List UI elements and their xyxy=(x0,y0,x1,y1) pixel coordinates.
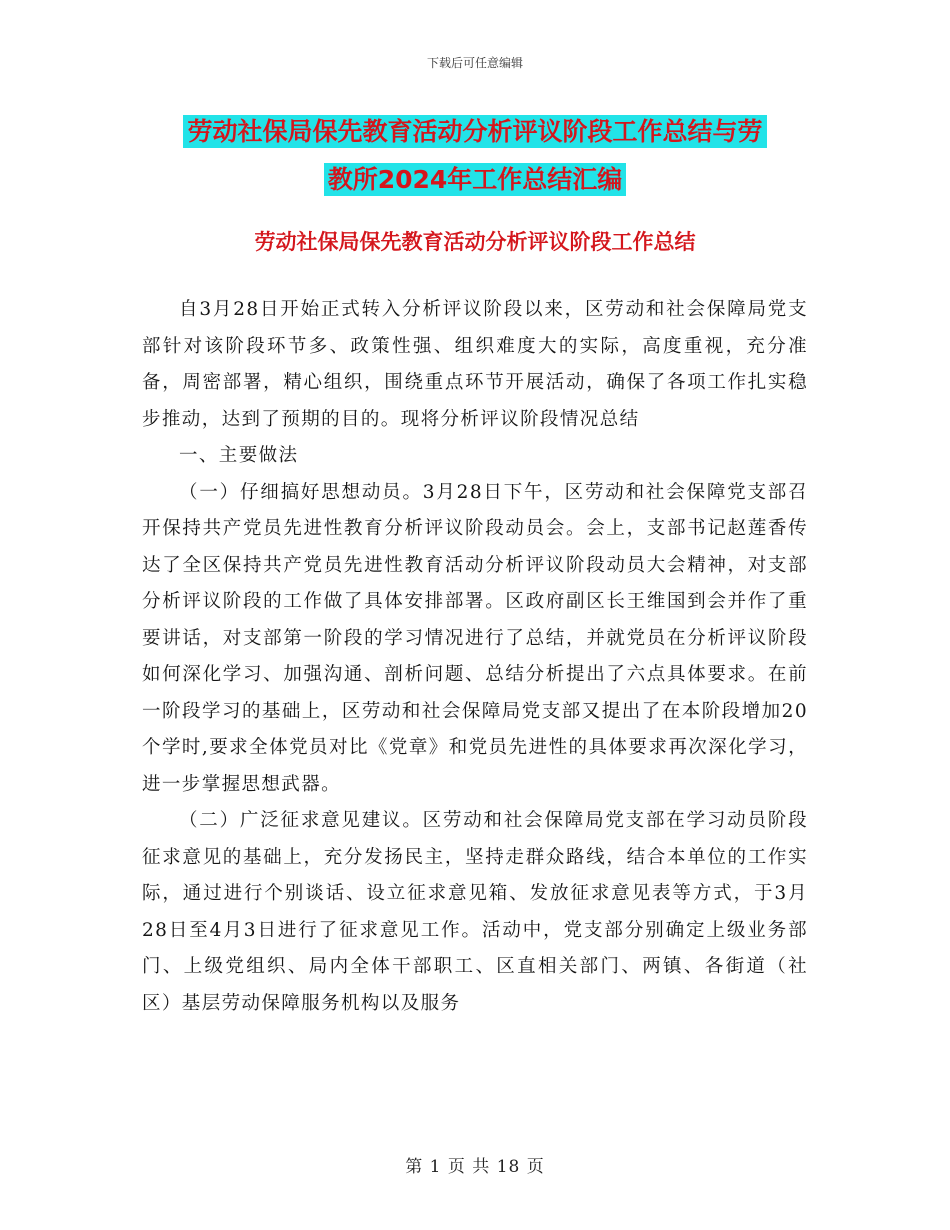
paragraph: 自3月28日开始正式转入分析评议阶段以来，区劳动和社会保障局党支部针对该阶段环节多、政策性强、组织难度大的实际，高度重视，充分准备，周密部署，精心组织，围绕重点环节开展活动，确保了各项工作扎实稳步推动，达到了预期的目的。现将分析评议阶段情况总结 xyxy=(142,299,808,430)
paragraph: （一）仔细搞好思想动员。3月28日下午，区劳动和社会保障党支部召开保持共产党员先进性教育分析评议阶段动员会。会上，支部书记赵莲香传达了全区保持共产党员先进性教育活动分析评议阶段动员大会精神，对支部分析评议阶段的工作做了具体安排部署。区政府副区长王维国到会并作了重要讲话，对支部第一阶段的学习情况进行了总结，并就党员在分析评议阶段如何深化学习、加强沟通、剖析问题、总结分析提出了六点具体要求。在前一阶段学习的基础上，区劳动和社会保障局党支部又提出了在本阶段增加20个学时,要求全体党员对比《党章》和党员先进性的具体要求再次深化学习，进一步掌握思想武器。 xyxy=(142,481,808,795)
body-text xyxy=(142,292,808,1022)
page-number: 第 1 页 共 18 页 xyxy=(405,1157,545,1177)
title-line-2: 教所2024年工作总结汇编 xyxy=(324,163,627,196)
section-title: 劳动社保局保先教育活动分析评议阶段工作总结 xyxy=(254,230,696,254)
document-title xyxy=(140,108,810,204)
title-line-1: 劳动社保局保先教育活动分析评议阶段工作总结与劳 xyxy=(183,115,766,148)
paragraph-heading: 一、主要做法 xyxy=(179,445,299,466)
header-note: 下载后可任意编辑 xyxy=(426,56,523,70)
paragraph: （二）广泛征求意见建议。区劳动和社会保障局党支部在学习动员阶段征求意见的基础上，充分发扬民主，坚持走群众路线，结合本单位的工作实际，通过进行个别谈话、设立征求意见箱、发放征求意见表等方式，于3月28日至4月3日进行了征求意见工作。活动中，党支部分别确定上级业务部门、上级党组织、局内全体干部职工、区直相关部门、两镇、各街道（社区）基层劳动保障服务机构以及服务 xyxy=(142,810,808,1014)
